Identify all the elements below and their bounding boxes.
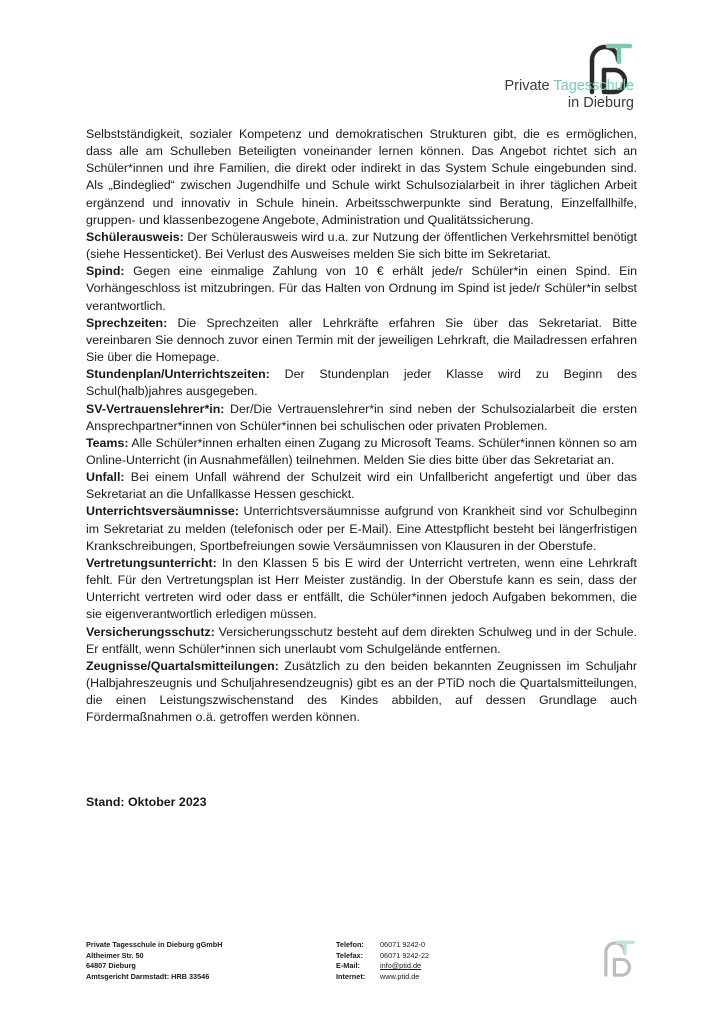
section-term: Zeugnisse/Quartalsmitteilungen:: [86, 658, 279, 673]
footer-email-link[interactable]: info@ptid.de: [380, 961, 422, 971]
section-term: Schülerausweis:: [86, 229, 184, 244]
section-text: Unterrichtsversäumnisse aufgrund von Krankheit sind vor Schulbeginn im Sekretariat zu melden (telefonisch oder per E-Mail). Eine Attestpflicht besteht bei längerfristigen Krankschreibungen, Sportbefreiungen sowie Versäumnissen von Klausuren in der Oberstufe.: [86, 504, 637, 553]
section-term: Vertretungsunterricht:: [86, 555, 217, 570]
footer-phone-row: [336, 940, 429, 951]
section-unfall: [86, 469, 637, 503]
section-zeugnisse: [86, 658, 637, 727]
footer-fax-label: Telefax:: [336, 950, 364, 960]
logo-line-1: [504, 78, 634, 94]
section-text: Der Schülerausweis wird u.a. zur Nutzung der öffentlichen Verkehrsmittel benötigt (siehe Hessenticket). Bei Verlust des Ausweises melden Sie sich bitte im Sekretariat.: [86, 229, 637, 262]
section-text: Der Stundenplan jeder Klasse wird zu Beginn des Schul(halb)jahres ausgegeben.: [86, 367, 637, 399]
section-schuelerausweis: [86, 229, 637, 263]
section-vertretungsunterricht: [86, 555, 637, 624]
footer-phone-label: Telefon:: [336, 940, 364, 949]
section-text: Alle Schüler*innen erhalten einen Zugang zu Microsoft Teams. Schüler*innen können so am Online-Unterricht (in Ausnahmefällen) teilnehmen. Melden Sie dies bitte über das Sekretariat an.: [86, 435, 637, 467]
section-text: Der/Die Vertrauenslehrer*in sind neben der Schulsozialarbeit die ersten Ansprechpartner*innen von Schüler*innen bei schulischen oder privaten Problemen.: [86, 401, 637, 433]
section-term: Unterrichtsversäumnisse:: [86, 504, 239, 519]
footer-address: [86, 940, 223, 982]
document-date: Stand: Oktober 2023: [86, 795, 207, 809]
logo-line-2: in Dieburg: [567, 95, 634, 111]
section-unterrichtsversaeumnisse: [86, 503, 637, 554]
footer-fax-row: [336, 951, 429, 962]
section-term: Sprechzeiten:: [86, 315, 168, 330]
section-text: Bei einem Unfall während der Schulzeit wird ein Unfallbericht angefertigt und über das Sekretariat an die Unfallkasse Hessen geschickt.: [86, 470, 637, 502]
footer-register: Amtsgericht Darmstadt: HRB 33546: [86, 971, 210, 981]
section-text: Die Sprechzeiten aller Lehrkräfte erfahren Sie über das Sekretariat. Bitte vereinbaren Sie dennoch zuvor einen Termin mit der jeweiligen Lehrkraft, die Mailadressen erfahren Sie über die Homepage.: [86, 315, 637, 365]
section-term: Stundenplan/Unterrichtszeiten:: [86, 367, 270, 382]
section-stundenplan: [86, 366, 637, 400]
school-logo: [462, 40, 642, 110]
section-term: Spind:: [86, 264, 125, 279]
footer-city: 64807 Dieburg: [86, 961, 136, 971]
footer-web-link[interactable]: www.ptid.de: [380, 971, 420, 981]
section-text: Versicherungsschutz besteht auf dem direkten Schulweg und in der Schule. Er entfällt, wenn Schüler*innen sich unerlaubt vom Schulgelände entfernen.: [86, 624, 637, 656]
intro-paragraph: Selbstständigkeit, sozialer Kompetenz und demokratischen Strukturen gibt, die es ermöglichen, dass alle am Schulleben Beteiligten voneinander lernen können. Das Angebot richtet sich an Schüler*innen und ihre Familien, die direkt oder indirekt in das System Schule eingebunden sind. Als „Bindeglied“ zwischen Jugendhilfe und Schule wirkt Schulsozialarbeit in ihrer täglichen Arbeit ergänzend und innovativ in Schule hinein. Arbeitsschwerpunkte sind Beratung, Einzelfallhilfe, gruppen- und klassenbezogene Angebote, Administration und Qualitätssicherung.: [86, 127, 637, 227]
document-body: [86, 126, 637, 726]
section-spind: [86, 263, 637, 314]
section-sprechzeiten: [86, 315, 637, 366]
footer-contact: [336, 940, 429, 982]
footer-street: Altheimer Str. 50: [86, 950, 144, 960]
footer-company: Private Tagesschule in Dieburg gGmbH: [86, 940, 223, 949]
footer-web-row: [336, 972, 429, 983]
section-term: Unfall:: [86, 470, 125, 485]
section-term: Versicherungsschutz:: [86, 624, 215, 639]
section-text: In den Klassen 5 bis E wird der Unterricht vertreten, wenn eine Lehrkraft fehlt. Für den Vertretungsplan ist Herr Meister zuständig. In der Oberstufe kann es sein, dass der Unterricht vertreten wird oder dass er entfällt, die Schüler*innen jedoch Aufgaben bekommen, die sie eigenverantwortlich erledigen müssen.: [86, 555, 637, 622]
footer-fax-value: 06071 9242-22: [380, 950, 430, 960]
section-term: Teams:: [86, 435, 129, 450]
footer-email-label: E-Mail:: [336, 961, 360, 971]
logo-word-tagesschule: Tagesschule: [553, 78, 634, 94]
section-teams: [86, 435, 637, 469]
section-versicherungsschutz: [86, 624, 637, 658]
section-text: Gegen eine einmalige Zahlung von 10 € erhält jede/r Schüler*in einen Spind. Ein Vorhängeschloss ist mitzubringen. Für das Halten von Ordnung im Spind ist jede/r Schüler*in selbst verantwortlich.: [86, 264, 637, 313]
logo-word-private: Private: [504, 78, 550, 94]
footer-logo-icon: [598, 938, 638, 978]
footer-web-label: Internet:: [336, 971, 366, 981]
section-term: SV-Vertrauenslehrer*in:: [86, 401, 225, 416]
footer-phone-value: 06071 9242-0: [380, 940, 426, 949]
section-text: Zusätzlich zu den beiden bekannten Zeugnissen im Schuljahr (Halbjahreszeugnis und Schuljahresendzeugnis) gibt es an der PTiD noch die Quartalsmitteilungen, die einen Leistungszwischenstand des Kindes abbilden, auf dessen Grundlage auch Fördermaßnahmen o.ä. getroffen werden können.: [86, 658, 637, 725]
footer-email-row: [336, 961, 429, 972]
section-sv-vertrauenslehrer: [86, 401, 637, 435]
